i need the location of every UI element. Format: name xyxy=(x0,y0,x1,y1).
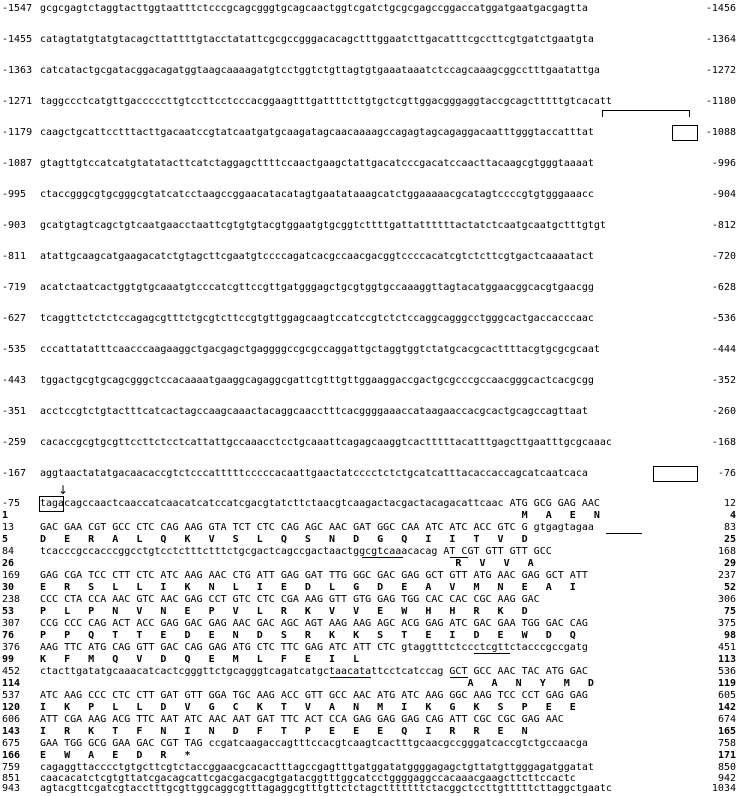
coding-nucleotide-line: 606 ATT CGA AAG ACG TTC AAT ATC AAC AAT GAT TTC ACT CCA GAG GAG GAG CAG ATT CGC CGC GAG AAC 674 xyxy=(2,714,736,725)
splice-donor-underline xyxy=(606,533,642,534)
downstream-line: 759 cagaggttacccctgtgcttcgtctaccggaacgcacactttagccgagtttgatggatatggggagagctgttatgttgggagatggatat 850 xyxy=(2,762,736,773)
binding-site-bracket xyxy=(602,110,690,117)
coding-nucleotide-line: -75 tagacagccaactcaaccatcaacatcatccatcgacgtatcttctaacgtcaagactacgactacagacattcaac ATG GCG GAG AAC 12 xyxy=(2,498,736,509)
promoter-line: -811 atattgcaagcatgaagacatctgtagcttcgaatgtccccagatcacgccaacgacggtccccacatcgtctcttcgtgactcaaaatact -720 xyxy=(2,251,736,262)
coding-nucleotide-line: 537 ATC AAG CCC CTC CTT GAT GTT GGA TGC AAG ACC GTT GCC AAC ATG ATC AAG GGC AAG TCC CCT GAG GAG 605 xyxy=(2,690,736,701)
splice-acceptor-underline xyxy=(450,677,468,678)
transcription-start-arrow-icon: ↓ xyxy=(58,483,69,497)
amino-acid-line: 26 R V V A 29 xyxy=(2,558,736,569)
coding-nucleotide-line: 13 GAC GAA CGT GCC CTC CAG AAG GTA TCT CTC CAG AGC AAC GAT GGC CAA ATC ATC ACC GTC G gtgagtagaa 83 xyxy=(2,522,736,533)
caat-box-frame xyxy=(653,466,698,482)
amino-acid-line: 99 K F M Q V D Q E M L F E I L 113 xyxy=(2,654,736,665)
promoter-line: -535 cccattatatttcaacccaagaaggctgacgagctgaggggccgcgccaggattgctaggtggtctatgcacgcacttttacgtgcgcgcaat -444 xyxy=(2,344,736,355)
coding-nucleotide-line: 169 GAG CGA TCC CTT CTC ATC AAG AAC CTG ATT GAG GAT TTG GGC GAC GAG GCT GTT ATG AAC GAG GCT ATT 237 xyxy=(2,570,736,581)
splice-acceptor-underline xyxy=(450,557,468,558)
coding-nucleotide-line: 238 CCC CTA CCA AAC GTC AAC GAG CCT GTC CTC CGA AAG GTT GTG GAG TGG CAC CAC CGC AAG GAC 306 xyxy=(2,594,736,605)
promoter-line: -259 cacaccgcgtgcgttccttctcctcattattgccaaacctcctgcaaattcagagcaaggtcactttttacatttgagcttgaatttgcgcaaac -168 xyxy=(2,437,736,448)
amino-acid-line: 5 D E R A L Q K V S L Q S N D G Q I I T V D 25 xyxy=(2,534,736,545)
promoter-line: -719 acatctaatcactggtgtgcaaatgtcccatcgttccgttgatgggagctgcgtggtgccaaaggttagtacatggaacggcacgtgaacgg -628 xyxy=(2,282,736,293)
promoter-line: -1087 gtagttgtccatcatgtatatacttcatctaggagcttttccaactgaagctattgacatcccgacatccaacttacaagcgtgggtaaaat -996 xyxy=(2,158,736,169)
promoter-line: -1271 taggccctcatgttgacccccttgtccttcctcccacggaagtttgattttcttgtgctcgttggacgggaggtaccgcagctttttgtcacatt -1180 xyxy=(2,96,736,107)
promoter-line: -995 ctaccgggcgtgcgggcgtatcatcctaagccggaacatacatagtgaatataaagcatctggaaaaacgcatagtccccgtgtgggaaacc -904 xyxy=(2,189,736,200)
coding-nucleotide-line: 675 GAA TGG GCG GAA GAC CGT TAG ccgatcaagaccagtttccacgtcaagtcactttgcaacgccgggatcaccgtctgccaacga 758 xyxy=(2,738,736,749)
promoter-line: -1547 gcgcgagtctaggtacttggtaatttctcccgcagcgggtgcagcaactggtcgatctgcgcgagccggaccatggatgaatgacgagtta -1456 xyxy=(2,3,736,14)
branch-point-underline xyxy=(330,677,371,678)
coding-nucleotide-line: 376 AAG TTC ATG CAG GTT GAC CAG GAG ATG CTC TTC GAG ATC ATT CTC gtaggtttctccctcgttctacccgccgatg 451 xyxy=(2,642,736,653)
promoter-line: -627 tcaggttctctctccagagcgtttctgcgtcttccgtgttggagcaagtccatccgtctctccaggcagggcctgggcactgaccacccaac -536 xyxy=(2,313,736,324)
amino-acid-line: 166 E W A E D R * 171 xyxy=(2,750,736,761)
transcription-start-frame xyxy=(39,496,64,512)
promoter-line: -1455 catagtatgtatgtacagcttattttgtacctatattcgcgccgggacacagctttggaatcttgacatttcgccttcgtgatctgaatgta -1364 xyxy=(2,34,736,45)
promoter-line: -351 acctccgtctgtactttcatcactagccaagcaaactacaggcaacctttcacggggaaaccataagaaccacgcactgcagccagttaat -260 xyxy=(2,406,736,417)
splice-donor-underline xyxy=(474,653,510,654)
promoter-line: -443 tggactgcgtgcagcgggctccacaaaatgaaggcagaggcgattcgtttgttggaaggaccgactgcgcccgccaacgggcactcacgcgg -352 xyxy=(2,375,736,386)
promoter-line: -903 gcatgtagtcagctgtcaatgaacctaattcgtgtgtacgtggaatgtgcggtcttttgattattttttactatctcaatgcaatgctttgtgt -812 xyxy=(2,220,736,231)
amino-acid-line: 114 A A N Y M D 119 xyxy=(2,678,736,689)
downstream-line: 851 caacacatctcgtgttatcgacagcattcgacgacgacgtgatacggtttggcatcctggggaggccacaaacgaagcttcttccactc 942 xyxy=(2,773,736,784)
promoter-line: -1179 caagctgcattcctttacttgacaatccgtatcaatgatgcaagatagcaacaaaagccagagtagcagaggacaatttgggtaccatttat -1088 xyxy=(2,127,736,138)
branch-point-underline xyxy=(362,557,403,558)
downstream-line: 943 agtacgttcgatcgtacctttgcgttggcaggcgtttagaggcgtttgttctctagctttttttctacggctccttgtttttcttaggctgaatc 1034 xyxy=(2,783,736,794)
coding-nucleotide-line: 452 ctacttgatatgcaaacatcactcgggttctgcagggtcagatcatgctaacatattcctcatccag GCT GCC AAC TAC ATG GAC 536 xyxy=(2,666,736,677)
amino-acid-line: 30 E R S L L I K N L I E D L G D E A V M N E A I 52 xyxy=(2,582,736,593)
promoter-line: -1363 catcatactgcgatacggacagatggtaagcaaaagatgtcctggtctgttagtgtgaaataaatctccagcaaagcggcctttgaatattga -1272 xyxy=(2,65,736,76)
coding-nucleotide-line: 307 CCG CCC CAG ACT ACC GAG GAC GAG AAC GAC AGC AGT AAG AAG AGC ACG GAG ATC GAC GAA TGG GAC CAG 375 xyxy=(2,618,736,629)
amino-acid-line: 1 M A E N 4 xyxy=(2,510,736,521)
coding-nucleotide-line: 84 tcacccgccacccggcctgtcctctttctttctgcgactcagccgactaactggcgtcaaacacag AT CGT GTT GTT GCC 168 xyxy=(2,546,736,557)
promoter-line: -167 aggtaactatatgacaacaccgtctcccatttttcccccacaattgaactatcccctctctgcatcatttacaccaccagcatcaatcaca -76 xyxy=(2,468,736,479)
amino-acid-line: 76 P P Q T T E D E N D S R K K S T E I D E W D Q 98 xyxy=(2,630,736,641)
amino-acid-line: 53 P L P N V N E P V L R K V V E W H H R K D 75 xyxy=(2,606,736,617)
tata-box-frame xyxy=(672,125,698,141)
amino-acid-line: 120 I K P L L D V G C K T V A N M I K G K S P E E 142 xyxy=(2,702,736,713)
amino-acid-line: 143 I R K T F N I N D F T P E E E Q I R R E N 165 xyxy=(2,726,736,737)
